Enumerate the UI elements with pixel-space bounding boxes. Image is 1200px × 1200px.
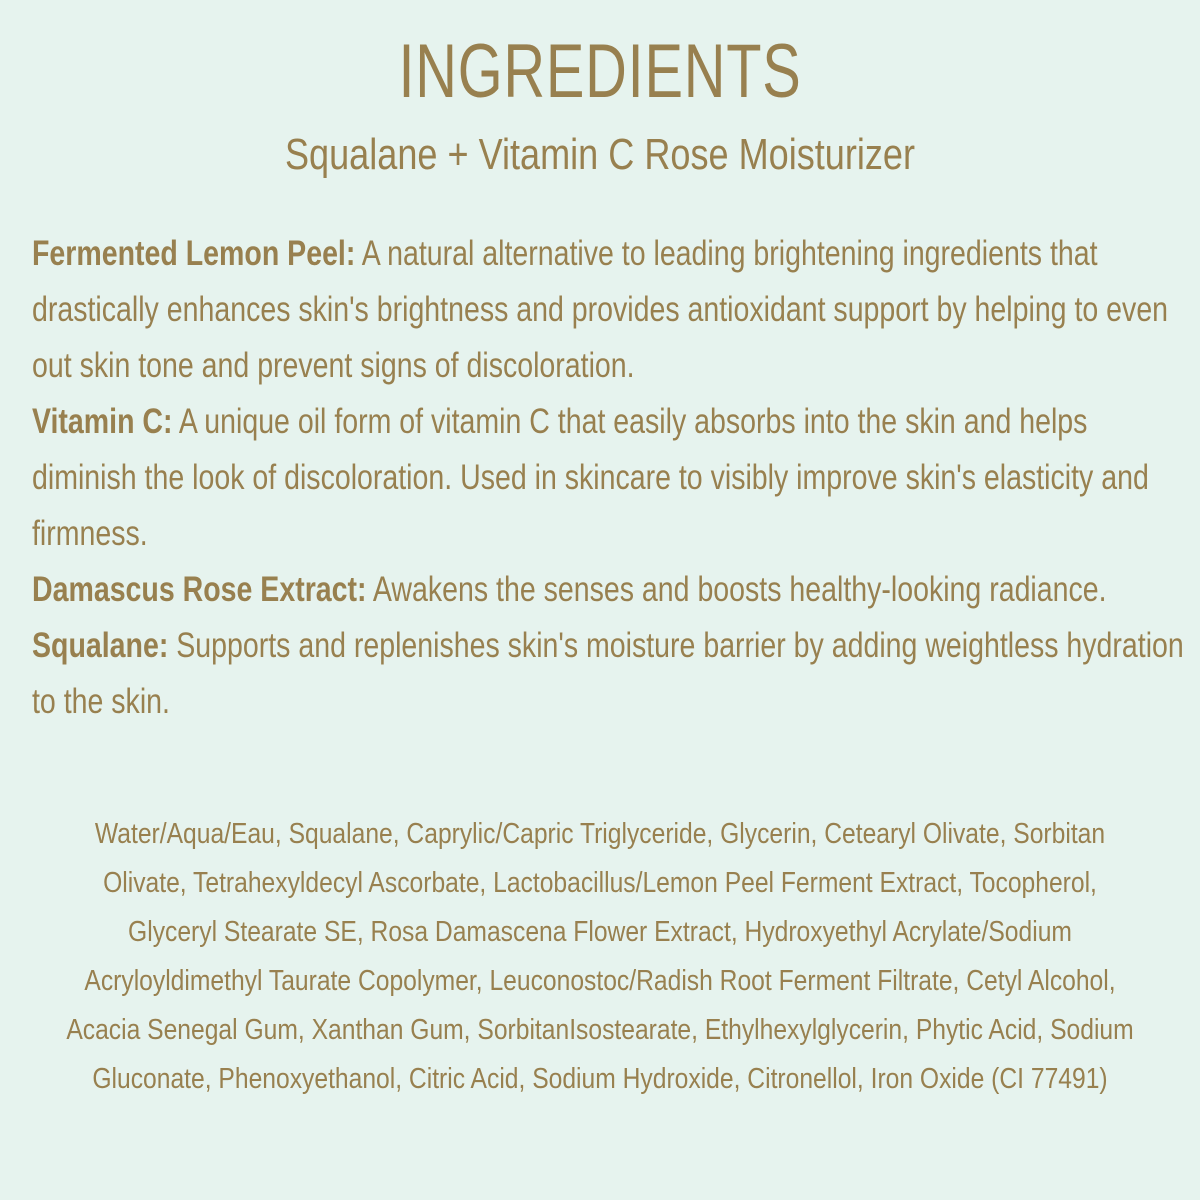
page-title: INGREDIENTS (398, 29, 802, 114)
ingredient-description: Supports and replenishes skin's moisture barrier by adding weightless hydration to the skin. (32, 626, 1184, 721)
ingredient-name: Fermented Lemon Peel: (32, 234, 356, 273)
ingredient-item (32, 226, 1189, 394)
full-ingredient-list-container (0, 810, 1200, 1104)
ingredient-item (32, 394, 1189, 562)
ingredient-item (32, 618, 1189, 730)
ingredient-name: Vitamin C: (32, 402, 173, 441)
product-name: Squalane + Vitamin C Rose Moisturizer (284, 130, 916, 179)
ingredient-name: Squalane: (32, 626, 169, 665)
ingredient-item (32, 562, 1189, 618)
ingredient-name: Damascus Rose Extract: (32, 570, 367, 609)
ingredient-description: Awakens the senses and boosts healthy-looking radiance. (366, 570, 1107, 609)
key-ingredients (32, 226, 1189, 730)
ingredient-description: A natural alternative to leading brightening ingredients that drastically enhances skin's brightness and provides antioxidant support by helping to even out skin tone and prevent signs of discoloration. (32, 234, 1169, 385)
full-ingredient-list: Water/Aqua/Eau, Squalane, Caprylic/Capric Triglyceride, Glycerin, Cetearyl Olivate, Sorbitan Olivate, Tetrahexyldecyl Ascorbate, Lactobacillus/Lemon Peel Ferment Extract, Tocopherol, Glyceryl Stearate SE, Rosa Damascena Flower Extract, Hydroxyethyl Acrylate/Sodium Acryloyldimethyl Taurate Copolymer, Leuconostoc/Radish Root Ferment Filtrate, Cetyl Alcohol, Acacia Senegal Gum, Xanthan Gum, SorbitanIsostearate, Ethylhexylglycerin, Phytic Acid, Sodium Gluconate, Phenoxyethanol, Citric Acid, Sodium Hydroxide, Citronellol, Iron Oxide (CI 77491) (66, 818, 1134, 1095)
ingredient-description: A unique oil form of vitamin C that easily absorbs into the skin and helps diminish the look of discoloration. Used in skincare to visibly improve skin's elasticity and firmness. (32, 402, 1149, 553)
